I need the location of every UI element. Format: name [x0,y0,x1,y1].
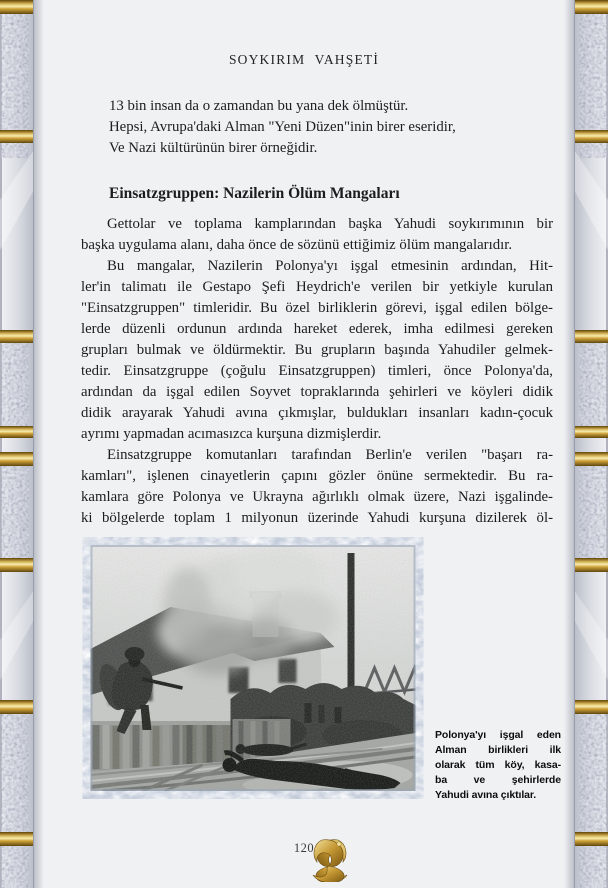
text-line: başka uygulama alanı, daha önce de sözünü ettiğimiz ölüm mangalarıdır. [81,237,513,253]
text-line: Hepsi, Avrupa'daki Alman "Yeni Düzen"inin birer eseridir, [109,119,456,135]
photo-block [82,537,561,803]
text-line: olarak tüm köy, kasa- [435,759,561,771]
photo-caption [435,728,561,803]
text-line: Gettolar ve toplama kamplarından başka Yahudi soykırımının bir [107,216,553,232]
text-line: lerde düzenli ordunun ardında hareket ederek, imha edilmesi gereken [81,321,553,337]
text-line: Bu mangalar, Nazilerin Polonya'yı işgal etmesinin ardından, Hit- [107,258,553,274]
paragraph-2 [81,256,553,445]
paragraph-1 [81,214,553,256]
text-line: ba ve şehirlerde [435,774,561,786]
text-line: Ve Nazi kültürünün birer örneğidir. [109,140,318,156]
running-header: SOYKIRIM VAHŞETİ [228,52,380,67]
text-column [81,96,553,529]
paragraph-3 [81,445,553,529]
text-line: Alman birlikleri ilk [435,744,561,756]
text-line: ki bölgelerde toplam 1 milyonun üzerinde Yahudi kurşuna dizilerek öl- [81,510,553,526]
footer-ornament [256,838,352,882]
text-line: ayrımı yapmadan acımasızca kurşuna dizmişlerdir. [81,426,382,442]
poem-quote [109,96,553,159]
photo [82,537,424,799]
text-line: "Einsatzgruppen" timleridir. Bu özel birliklerin görevi, işgal edilen bölge- [81,300,553,316]
text-line: Yahudi avına çıktılar. [435,789,537,801]
text-line: kamları", işlenen cinayetlerin çapını gözler önüne sermektedir. Bu ra- [81,468,553,484]
text-line: Einsatzgruppe komutanları tarafından Berlin'e verilen "başarı ra- [107,447,553,463]
text-line: ardından da işgal edilen Soyvet topraklarında şehirleri ve köyleri didik [81,384,553,400]
text-line: tedir. Einsatzgruppe (çoğulu Einsatzgruppen) timleri, önce Polonya'da, [81,363,553,379]
text-line: ler'in talimatı ile Gestapo Şefi Heydrich'e verilen bir yetkiyle kurulan [81,279,553,295]
text-line: grupları bulmak ve öldürmektir. Bu grupların başında Yahudiler gelmek- [81,342,553,358]
section-heading: Einsatzgruppen: Nazilerin Ölüm Mangaları [109,185,400,202]
text-line: didik arayarak Yahudi avına çıkmışlar, buldukları insanları kadın-çocuk [81,405,553,421]
text-line: 13 bin insan da o zamandan bu yana dek ölmüştür. [109,98,409,114]
page-number: 120 [293,841,315,855]
text-line: kamlara göre Polonya ve Ukrayna ağırlıklı olmak üzere, Nazi işgalinde- [81,489,553,505]
page-footer [0,838,608,886]
text-line: Polonya'yı işgal eden [435,729,561,741]
